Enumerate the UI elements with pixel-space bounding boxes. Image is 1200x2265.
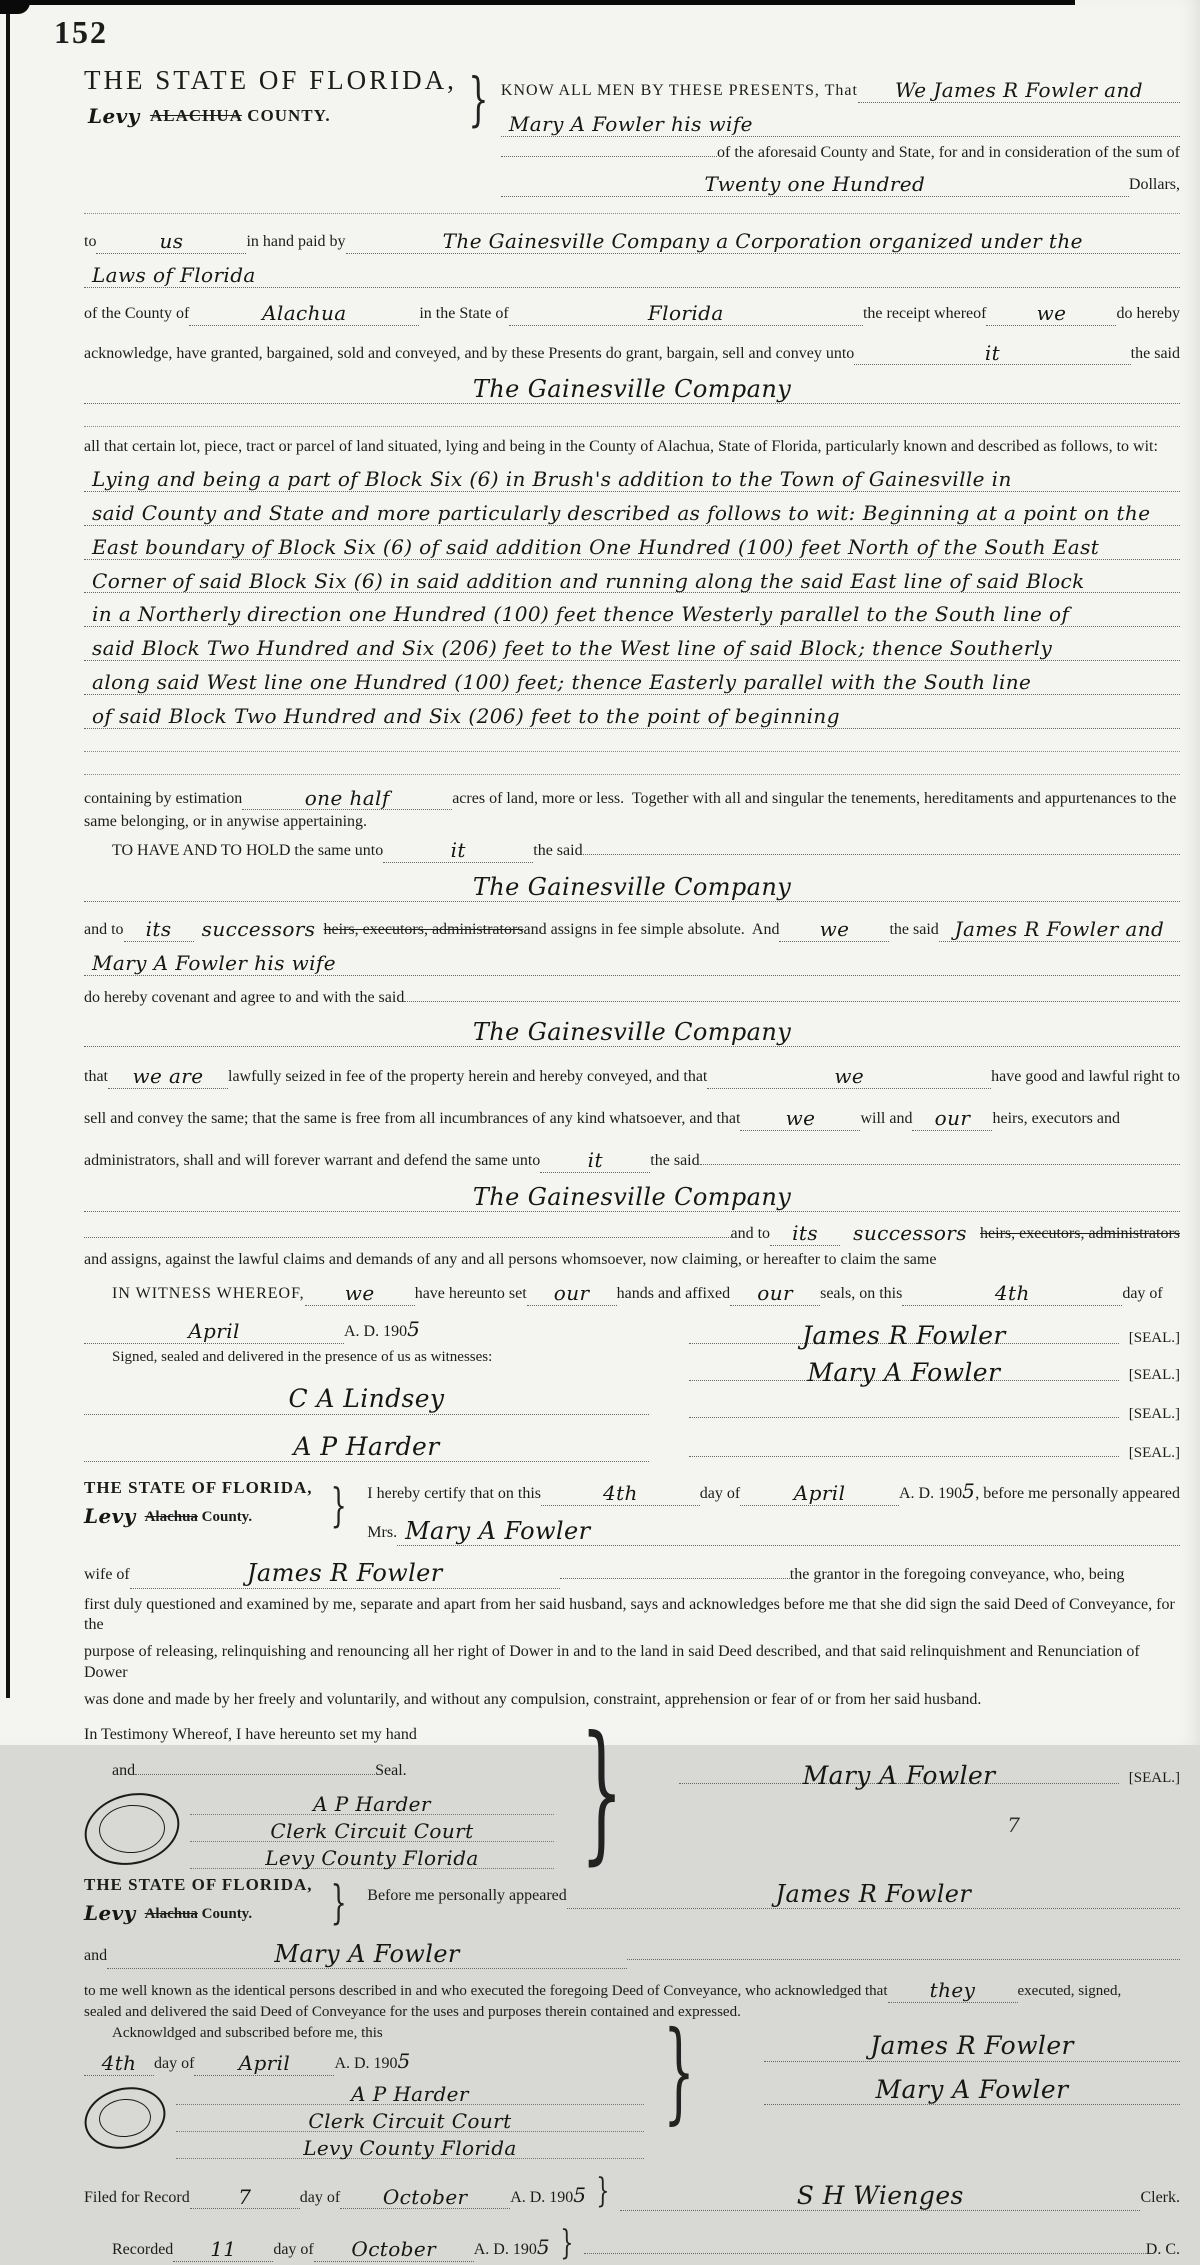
ack2-body-end: executed, signed, xyxy=(1017,1983,1122,2000)
containing-label: containing by estimation xyxy=(84,789,243,807)
dower-acknowledgment xyxy=(84,1478,1180,1546)
belonging-line xyxy=(84,812,1180,833)
heirs-exec-label: heirs, executors and xyxy=(992,1110,1120,1128)
to-label: to xyxy=(84,233,97,251)
clerk-signature: S H Wienges xyxy=(796,2180,964,2210)
seized-label: lawfully seized in fee of the property herein and hereby conveyed, and that xyxy=(228,1068,708,1086)
officer-title-handwriting: Clerk Circuit Court xyxy=(270,1819,474,1844)
we-handwriting: we xyxy=(785,1106,816,1131)
grantee-name-line xyxy=(84,375,1180,404)
county-word: County. xyxy=(201,1906,253,1923)
assigns-label: and assigns in fee simple absolute. And xyxy=(523,920,780,938)
admins-label: administrators, shall and will forever warrant and defend the same unto xyxy=(84,1151,541,1169)
they-handwriting: they xyxy=(929,1978,976,2003)
ack2-and-line xyxy=(84,1937,1180,1969)
grantee-handwriting: The Gainesville Company xyxy=(472,1182,792,1211)
ack2-body-text: to me well known as the identical persons described in and who executed the foregoing Deed of Conveyance, who acknowledged that xyxy=(84,1983,888,2000)
officer-title-handwriting: Clerk Circuit Court xyxy=(308,2108,512,2133)
witness-signature-1: C A Lindsey xyxy=(288,1384,445,1414)
description-intro xyxy=(84,437,1180,458)
belonging-label: same belonging, or in anywise appertaining. xyxy=(84,813,368,831)
our-handwriting: our xyxy=(757,1281,793,1306)
filed-year-handwriting: 5 xyxy=(573,2182,587,2207)
ack2-body-line-2 xyxy=(84,2003,1180,2023)
filed-month-handwriting: October xyxy=(382,2184,468,2209)
dollars-label: Dollars, xyxy=(1128,176,1180,194)
wife-of-label: wife of xyxy=(84,1566,130,1584)
officer-county-handwriting: Levy County Florida xyxy=(303,2135,517,2160)
year-handwriting: 5 xyxy=(407,1317,421,1342)
the-said-label: the said xyxy=(1130,344,1180,362)
description-handwriting-3: East boundary of Block Six (6) of said addition One Hundred (100) feet North of the South East xyxy=(92,534,1100,559)
grantor-handwriting-2: Mary A Fowler his wife xyxy=(92,950,336,975)
its-handwriting: its xyxy=(792,1220,818,1245)
we-handwriting: we xyxy=(344,1281,375,1306)
mrs-name-handwriting: Mary A Fowler xyxy=(405,1517,591,1546)
notary-seal-doodle xyxy=(78,2079,172,2157)
month-handwriting: April xyxy=(238,2050,291,2075)
state-value-handwriting: Florida xyxy=(647,300,724,325)
claims-label: and assigns, against the lawful claims and demands of any and all persons whomsoever, now claiming, or hereafter to claim the same xyxy=(84,1250,937,1268)
ack2-body-line-1 xyxy=(84,1975,1180,2003)
scan-edge-left xyxy=(6,0,10,1698)
to-have-unto-handwriting: it xyxy=(450,838,466,863)
month-handwriting: April xyxy=(188,1319,240,1344)
payer-handwriting: The Gainesville Company a Corporation organized under the xyxy=(442,229,1083,254)
right-to-label: have good and lawful right to xyxy=(991,1068,1180,1086)
grantor-signature-2: Mary A Fowler xyxy=(807,1358,1001,1388)
we-are-handwriting: we are xyxy=(132,1064,204,1089)
dower-body-2 xyxy=(84,1642,1180,1684)
struck-heirs-label: heirs, executors, administrators xyxy=(980,1224,1180,1242)
recorded-day-handwriting: 11 xyxy=(210,2236,237,2261)
we-handwriting: we xyxy=(819,916,850,941)
and-to-label: and to xyxy=(730,1224,771,1242)
header-brace: } xyxy=(468,65,489,133)
description-handwriting-2: said County and State and more particularly described as follows to wit: Beginning at a point on the xyxy=(92,500,1151,525)
description-line xyxy=(84,464,1180,492)
witness-signature-block xyxy=(84,1310,1180,1462)
officer-brace: } xyxy=(580,1704,624,1879)
description-line xyxy=(84,498,1180,526)
seized-line xyxy=(84,1061,1180,1089)
wife-of-line xyxy=(84,1556,1180,1588)
day-of-label: day of xyxy=(273,2240,314,2258)
hands-label: hands and affixed xyxy=(616,1285,731,1303)
dower-body-3 xyxy=(84,1690,1180,1711)
to-have-line xyxy=(84,835,1180,863)
ad-label: A. D. 190 xyxy=(473,2240,537,2258)
county-word: County. xyxy=(201,1509,253,1526)
officer-signature: A P Harder xyxy=(351,2081,469,2106)
filed-line xyxy=(84,2169,1180,2213)
consideration-sum-handwriting: Twenty one Hundred xyxy=(704,172,926,197)
successors-line xyxy=(84,1218,1180,1246)
officer-county-handwriting: Levy County Florida xyxy=(265,1846,479,1871)
year-handwriting: 5 xyxy=(397,2048,411,2073)
ad-label: A. D. 190 xyxy=(334,2054,398,2072)
and-to-label: and to xyxy=(84,920,124,938)
ad-label: A. D. 190 xyxy=(510,2188,574,2206)
granting-line-1 xyxy=(84,226,1180,254)
mrs-label: Mrs. xyxy=(367,1524,398,1542)
seal-label: [SEAL.] xyxy=(1128,1769,1180,1786)
the-said-label: the said xyxy=(650,1151,700,1169)
recorded-label: Recorded xyxy=(112,2240,174,2258)
blank-rule xyxy=(84,752,1180,775)
county-correction-handwriting: Levy xyxy=(88,104,140,128)
grantee-handwriting: The Gainesville Company xyxy=(472,1018,792,1047)
of-county-label: of the County of xyxy=(84,304,190,322)
state-heading: THE STATE OF FLORIDA, xyxy=(84,1478,313,1498)
clerk-label: Clerk. xyxy=(1140,2188,1180,2206)
grantor-line-2 xyxy=(84,948,1180,976)
will-and-label: will and xyxy=(860,1110,913,1128)
state-heading: THE STATE OF FLORIDA, xyxy=(84,1875,313,1895)
dower-body-text: purpose of releasing, relinquishing and renouncing all her right of Dower in and to the land in said Deed described, and that said relinquishment and Renunciation of Dower xyxy=(84,1643,1140,1681)
presence-label: Signed, sealed and delivered in the presence of us as witnesses: xyxy=(112,1348,493,1365)
dower-body-text: first duly questioned and examined by me, separate and apart from her said husband, says and acknowledges before me that she did sign the said Deed of Conveyance, for the xyxy=(84,1595,1175,1634)
section-brace: } xyxy=(330,1875,347,1930)
dower-body-1 xyxy=(84,1595,1180,1637)
grantee-name-line xyxy=(84,873,1180,902)
day-handwriting: 4th xyxy=(994,1281,1030,1306)
recorded-line xyxy=(84,2221,1180,2265)
grantors-handwriting-1: We James R Fowler and xyxy=(894,78,1143,102)
scan-edge-top xyxy=(0,0,1075,5)
dower-signer-signature: Mary A Fowler xyxy=(802,1760,996,1790)
testimony-label: In Testimony Whereof, I have hereunto set my hand xyxy=(84,1725,417,1743)
certify-label: I hereby certify that on this xyxy=(367,1485,541,1503)
before-me-label: Before me personally appeared xyxy=(367,1887,567,1905)
seal-label: [SEAL.] xyxy=(1128,1330,1180,1347)
in-hand-label: in hand paid by xyxy=(246,233,346,251)
description-line xyxy=(84,532,1180,560)
witness-signature-2: A P Harder xyxy=(293,1431,440,1461)
receipt-value-handwriting: we xyxy=(1036,300,1067,325)
state-heading: THE STATE OF FLORIDA, xyxy=(84,65,457,95)
grantor-signature-1: James R Fowler xyxy=(802,1321,1006,1351)
county-struck: ALACHUA xyxy=(149,106,242,125)
testimony-block xyxy=(84,1704,1180,1879)
seal-label: [SEAL.] xyxy=(1128,1406,1180,1423)
and-label: and xyxy=(112,1762,136,1780)
claims-line xyxy=(84,1250,1180,1271)
notary-seal-doodle xyxy=(77,1783,187,1874)
appeared-person-2: Mary A Fowler xyxy=(274,1940,460,1969)
do-hereby-label: do hereby xyxy=(1116,304,1180,322)
unto-value-handwriting: it xyxy=(984,340,1001,365)
to-value-handwriting: us xyxy=(159,229,184,254)
blank-rule xyxy=(84,404,1180,427)
ad-label: A. D. 190 xyxy=(898,1485,963,1503)
recorded-year-handwriting: 5 xyxy=(536,2234,550,2259)
description-handwriting-4: Corner of said Block Six (6) in said addition and running along the said East line of said Block xyxy=(92,568,1085,593)
successors-handwriting: successors xyxy=(853,1220,967,1245)
in-witness-line xyxy=(84,1278,1180,1306)
appeared-label: , before me personally appeared xyxy=(975,1485,1180,1503)
ad-label: A. D. 190 xyxy=(344,1323,408,1341)
granting-line-3 xyxy=(84,298,1180,326)
unto-handwriting: it xyxy=(587,1147,603,1172)
description-handwriting-7: along said West line one Hundred (100) feet; thence Easterly parallel with the South line xyxy=(92,669,1032,694)
description-handwriting-1: Lying and being a part of Block Six (6) in Brush's addition to the Town of Gainesville in xyxy=(92,467,1012,492)
description-line xyxy=(84,701,1180,729)
section-brace: } xyxy=(330,1478,347,1533)
description-line xyxy=(84,633,1180,661)
scan-edge-corner xyxy=(0,0,30,14)
to-have-label: TO HAVE AND TO HOLD the same unto xyxy=(112,842,384,860)
day-handwriting: 4th xyxy=(602,1481,638,1506)
we-handwriting: we xyxy=(834,1064,865,1089)
covenant-intro-label: do hereby covenant and agree to and with the said xyxy=(84,988,405,1006)
second-acknowledgment xyxy=(84,1875,1180,1929)
filed-day-handwriting: 7 xyxy=(238,2184,252,2209)
description-line xyxy=(84,599,1180,627)
page-number: 152 xyxy=(54,14,108,50)
payer-cont-handwriting: Laws of Florida xyxy=(92,262,256,287)
description-line xyxy=(84,566,1180,594)
receipt-label: the receipt whereof xyxy=(862,304,987,322)
sell-line xyxy=(84,1103,1180,1131)
grantor-text-label: the grantor in the foregoing conveyance, who, being xyxy=(789,1566,1125,1584)
description-handwriting-5: in a Northerly direction one Hundred (100) feet thence Westerly parallel to the South line of xyxy=(92,602,1070,627)
footer-brace: } xyxy=(596,2170,610,2211)
blank-rule xyxy=(84,197,1180,214)
day-handwriting: 4th xyxy=(101,2050,137,2075)
ack2-body-text: sealed and delivered the said Deed of Conveyance for the uses and purposes therein contained and expressed. xyxy=(84,2003,741,2020)
county-value-handwriting: Alachua xyxy=(262,300,347,325)
year-handwriting: 5 xyxy=(962,1479,976,1504)
day-of-label: day of xyxy=(154,2054,195,2072)
the-said-label: the said xyxy=(533,842,583,860)
day-of-label: day of xyxy=(1122,1285,1163,1303)
in-state-label: in the State of xyxy=(419,304,509,322)
opening-header xyxy=(84,65,1180,197)
county-struck: Alachua xyxy=(144,1906,198,1923)
set-label: have hereunto set xyxy=(414,1285,527,1303)
acreage-handwriting: one half xyxy=(304,785,390,810)
ack2-signature-1: James R Fowler xyxy=(870,2031,1074,2061)
grantee-handwriting: The Gainesville Company xyxy=(472,375,792,404)
day-of-label: day of xyxy=(699,1485,741,1503)
county-correction-handwriting: Levy xyxy=(84,1504,136,1529)
in-witness-label: IN WITNESS WHEREOF, xyxy=(112,1285,305,1303)
appeared-person-1: James R Fowler xyxy=(775,1880,972,1909)
seal-label: [SEAL.] xyxy=(1128,1367,1180,1384)
that-label: that xyxy=(84,1068,108,1086)
county-struck: Alachua xyxy=(144,1509,198,1526)
officer-signature: A P Harder xyxy=(313,1792,431,1817)
officer-brace: } xyxy=(663,2007,695,2136)
acknowledge-label: acknowledge, have granted, bargained, sold and conveyed, and by these Presents do grant, bargain, sell and convey unto xyxy=(84,344,855,362)
acres-text-label: acres of land, more or less. Together with all and singular the tenements, hereditaments and appurtenances to the xyxy=(452,789,1177,807)
aforesaid-label: of the aforesaid County and State, for and in consideration of the sum of xyxy=(717,143,1180,161)
ack2-signature-2: Mary A Fowler xyxy=(875,2074,1069,2104)
day-of-label: day of xyxy=(299,2188,341,2206)
covenant-intro-line xyxy=(84,988,1180,1009)
seal-label: [SEAL.] xyxy=(1128,1445,1180,1462)
grantors-handwriting-2: Mary A Fowler his wife xyxy=(508,111,753,136)
blank-rule xyxy=(84,729,1180,752)
struck-heirs-label: heirs, executors, administrators xyxy=(323,920,524,938)
description-line xyxy=(84,667,1180,695)
granting-line-4 xyxy=(84,338,1180,366)
granting-line-2 xyxy=(84,260,1180,288)
and-label: and xyxy=(84,1947,108,1965)
its-handwriting: its xyxy=(145,916,172,941)
grantor-handwriting-1: James R Fowler and xyxy=(954,916,1165,941)
county-correction-handwriting: Levy xyxy=(84,1901,136,1926)
assigns-line xyxy=(84,914,1180,942)
description-handwriting-6: said Block Two Hundred and Six (206) feet to the West line of said Block; thence Southerly xyxy=(92,636,1053,661)
seals-label: seals, on this xyxy=(820,1285,903,1303)
husband-name-handwriting: James R Fowler xyxy=(246,1559,443,1588)
footer-brace: } xyxy=(560,2222,574,2263)
recorded-month-handwriting: October xyxy=(351,2236,437,2261)
containing-line xyxy=(84,783,1180,811)
sell-label: sell and convey the same; that the same is free from all incumbrances of any kind whatsoever, and that xyxy=(84,1110,741,1128)
stray-mark: 7 xyxy=(1007,1812,1020,1837)
our-handwriting: our xyxy=(934,1106,971,1131)
grantee-handwriting: The Gainesville Company xyxy=(472,872,792,901)
description-intro-label: all that certain lot, piece, tract or parcel of land situated, lying and being in the County of Alachua, State of Florida, particularly known and described as follows, to wit: xyxy=(84,438,1158,456)
grantee-name-line xyxy=(84,1183,1180,1212)
know-all-men-label: KNOW ALL MEN BY THESE PRESENTS, That xyxy=(500,82,858,99)
seal-word-label: Seal. xyxy=(375,1762,407,1780)
grantee-name-line xyxy=(84,1018,1180,1047)
our-handwriting: our xyxy=(553,1281,590,1306)
month-handwriting: April xyxy=(793,1481,846,1506)
filed-label: Filed for Record xyxy=(84,2188,190,2206)
county-word: COUNTY. xyxy=(247,106,331,125)
description-handwriting-8: of said Block Two Hundred and Six (206) feet to the point of beginning xyxy=(92,703,840,728)
dc-label: D. C. xyxy=(1145,2240,1180,2258)
acknowledged-label: Acknowldged and subscribed before me, this xyxy=(112,2025,383,2042)
dower-body-text: was done and made by her freely and voluntarily, and without any compulsion, constraint, apprehension or fear of or from her said husband. xyxy=(84,1690,982,1708)
admins-line xyxy=(84,1145,1180,1173)
the-said-label: the said xyxy=(889,920,939,938)
successors-handwriting: successors xyxy=(201,916,316,941)
